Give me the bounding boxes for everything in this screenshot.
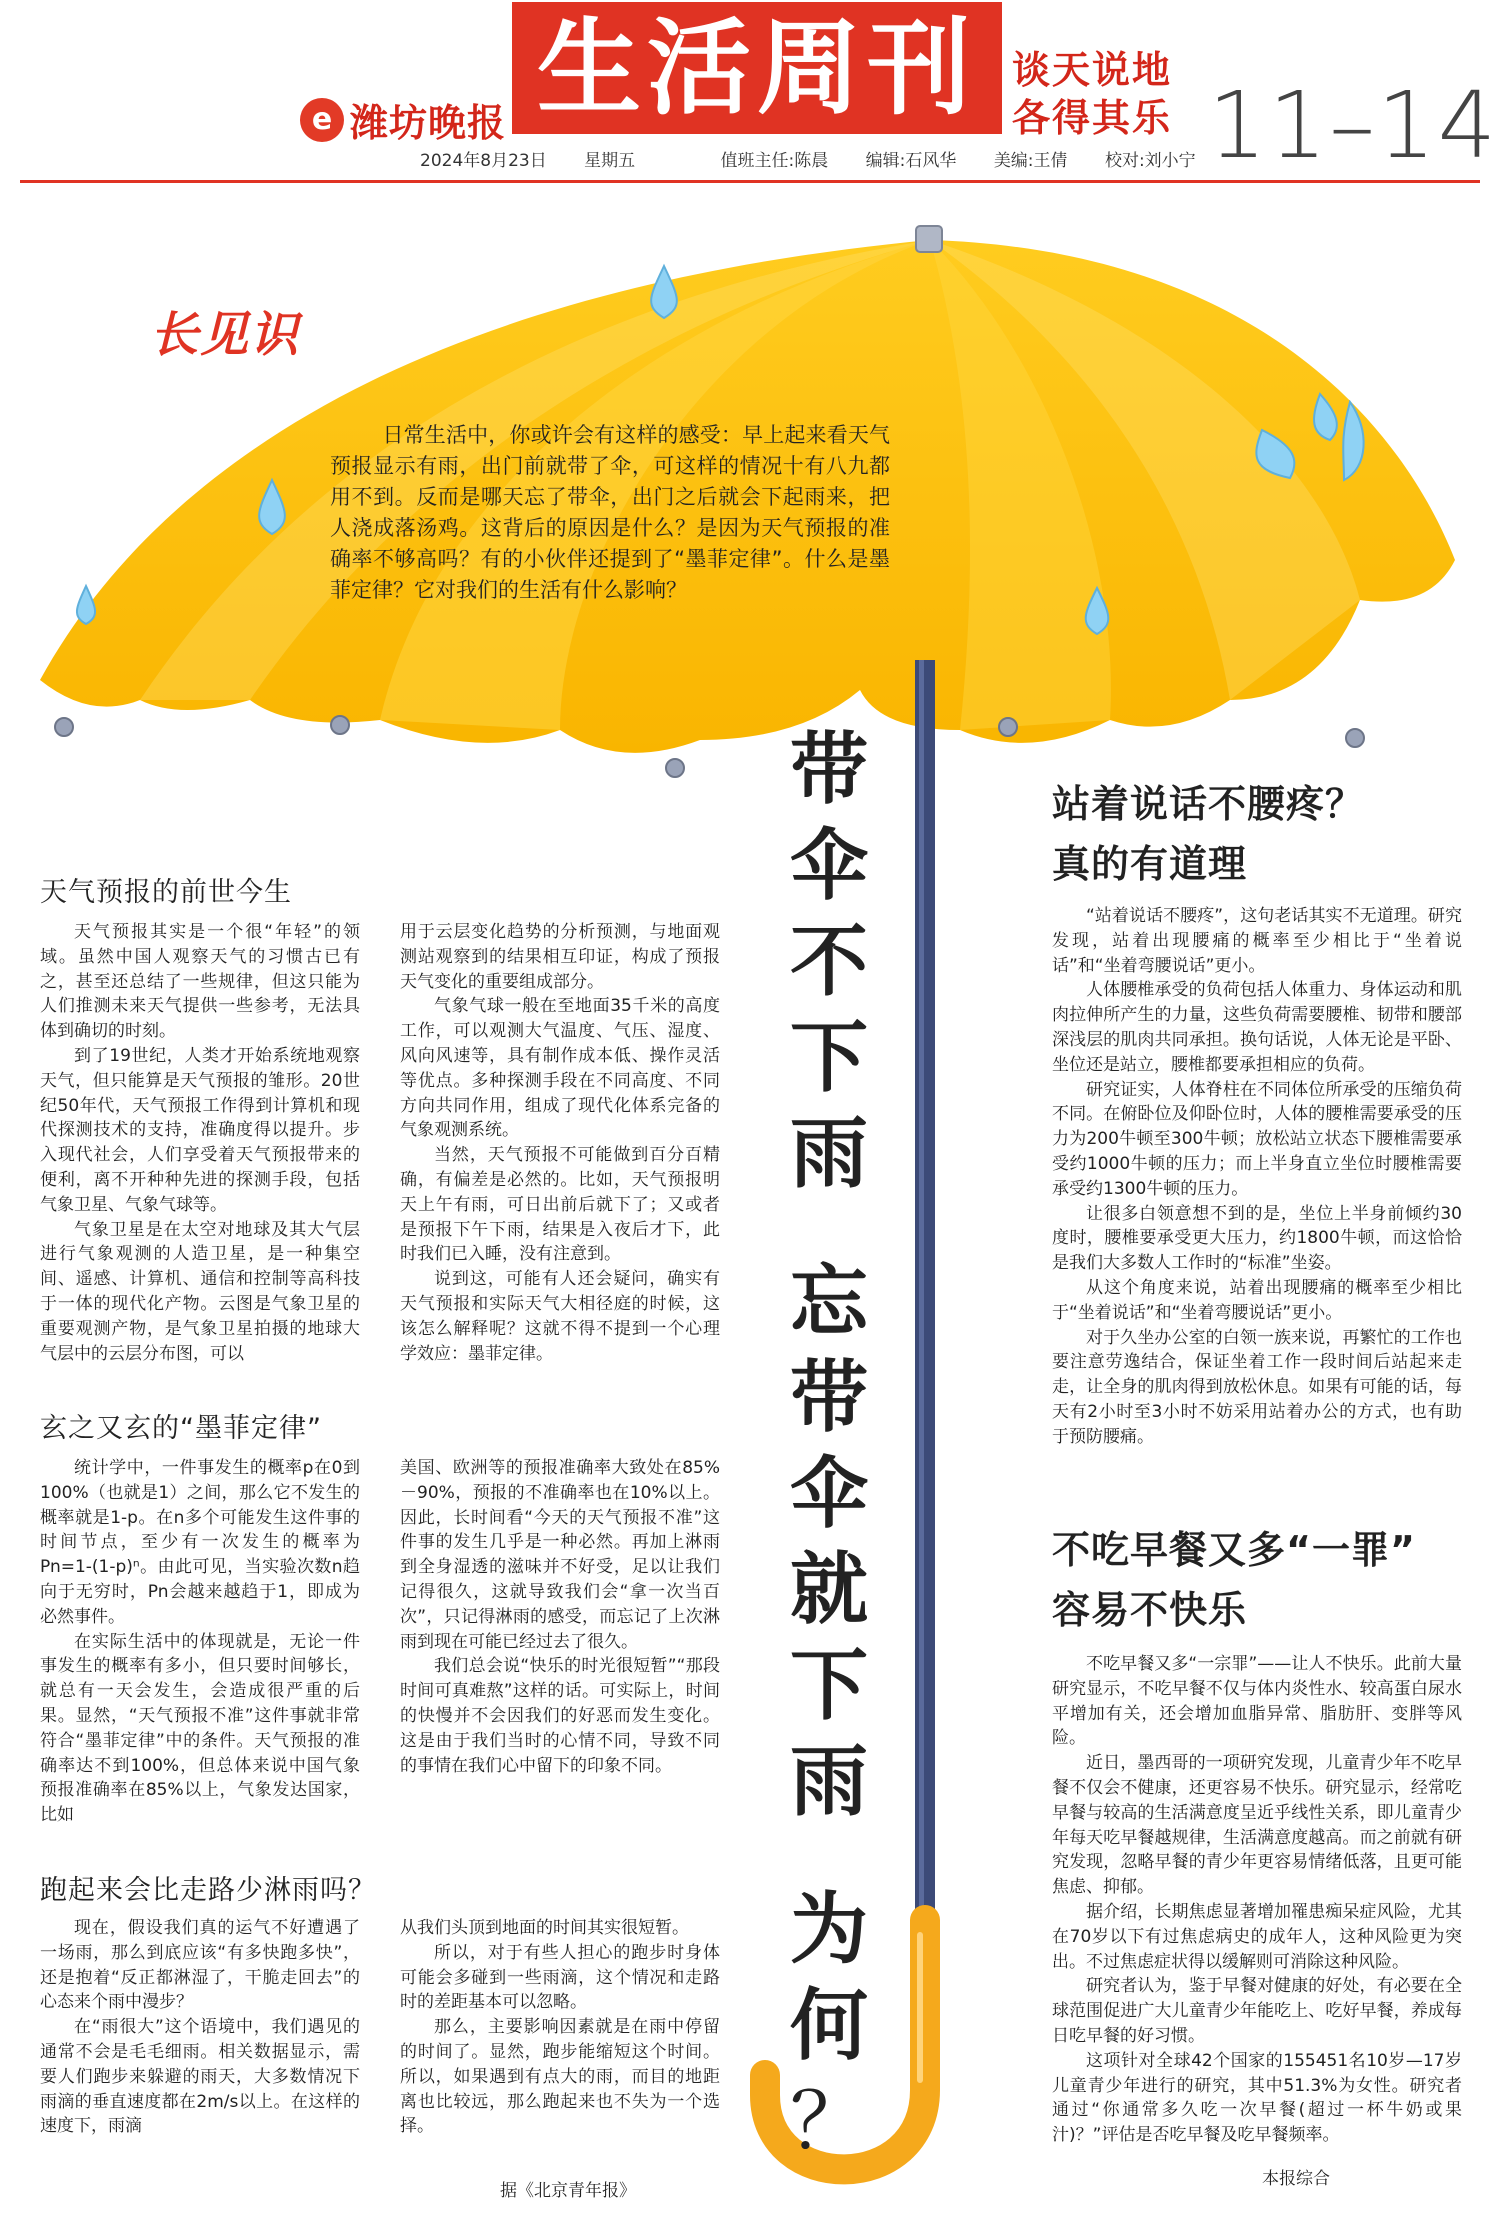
paragraph: 那么，主要影响因素就是在雨中停留的时间了。显然，跑步能缩短这个时间。所以，如果遇到有点大的雨，而目的地距离也比较远，那么跑起来也不失为一个选择。 bbox=[400, 2017, 720, 2137]
section-title-running-in-rain: 跑起来会比走路少淋雨吗？ bbox=[40, 1875, 376, 1906]
slogan-line-2: 各得其乐 bbox=[1012, 95, 1173, 140]
headline-question-mark: ？ bbox=[789, 2077, 868, 2167]
paragraph: 到了19世纪，人类才开始系统地观察天气，但只能算是天气预报的雏形。20世纪50年代，天气预报工作得到计算机和现代探测技术的支持，准确度得以提升。步入现代社会，人们享受着天气预报带来的便利，离不开种种先进的探测手段，包括气象卫星、气象气球等。 bbox=[40, 1045, 360, 1215]
paragraph: 据介绍，长期焦虑显著增加罹患痴呆症风险，尤其在70岁以下有过焦虑病史的成年人，这种风险更为突出。不过焦虑症状得以缓解则可消除这种风险。 bbox=[1052, 1901, 1462, 1972]
rib-tip bbox=[666, 759, 684, 777]
paragraph: 研究证实，人体脊柱在不同体位所承受的压缩负荷不同。在俯卧位及仰卧位时，人体的腰椎需要承受的压力为200牛顿至300牛顿；放松站立状态下腰椎需要承受约1000牛顿的压力；而上半身直立坐位时腰椎需要承受约1300牛顿的压力。 bbox=[1052, 1079, 1462, 1199]
headline-part-3: 为何 bbox=[789, 1885, 868, 2071]
article-column bbox=[40, 1456, 360, 1828]
editor: 编辑:石风华 bbox=[865, 151, 957, 171]
article-column bbox=[400, 920, 720, 1366]
logo-mark-icon: e bbox=[300, 98, 344, 142]
issue-date: 2024年8月23日 bbox=[420, 151, 547, 171]
newspaper-name: 潍坊晚报 bbox=[350, 100, 507, 145]
section-title-forecast-history: 天气预报的前世今生 bbox=[40, 877, 292, 908]
article-body-standing-talk bbox=[1052, 904, 1462, 1450]
article-column bbox=[400, 1916, 720, 2139]
proofreader: 校对:刘小宁 bbox=[1104, 151, 1196, 171]
section-title-murphys-law: 玄之又玄的“墨菲定律” bbox=[40, 1413, 322, 1444]
duty-editor: 值班主任:陈晨 bbox=[720, 151, 829, 171]
article-column bbox=[40, 920, 360, 1366]
umbrella-shaft bbox=[915, 660, 935, 1930]
slogan-line-1: 谈天说地 bbox=[1012, 47, 1173, 92]
paragraph: 让很多白领意想不到的是，坐位上半身前倾约30度时，腰椎要承受更大压力，约1800牛顿，而这恰恰是我们大多数人工作时的“标准”坐姿。 bbox=[1052, 1203, 1462, 1274]
paragraph: 在“雨很大”这个语境中，我们遇见的通常不会是毛毛细雨。相关数据显示，需要人们跑步来躲避的雨天，大多数情况下雨滴的垂直速度都在2m/s以上。在这样的速度下，雨滴 bbox=[40, 2017, 360, 2137]
paragraph: 从这个角度来说，站着出现腰痛的概率至少相比于“坐着说话”和“坐着弯腰说话”更小。 bbox=[1052, 1277, 1462, 1323]
paragraph: 我们总会说“快乐的时光很短暂”“那段时间可真难熬”这样的话。可实际上，时间的快慢并不会因我们的好恶而发生变化。这是由于我们当时的心情不同，导致不同的事情在我们心中留下的印象不同。 bbox=[400, 1656, 720, 1776]
paragraph: 统计学中，一件事发生的概率p在0到100%（也就是1）之间，那么它不发生的概率就是1-p。在n多个可能发生这件事的时间节点，至少有一次发生的概率为Pn=1-(1-p)ⁿ。由此可见，当实验次数n趋向于无穷时，Pn会越来越趋于1，即成为必然事件。 bbox=[40, 1458, 360, 1627]
paragraph: 不吃早餐又多“一宗罪”——让人不快乐。此前大量研究显示，不吃早餐不仅与体内炎性水、较高蛋白尿水平增加有关，还会增加血脂异常、脂肪肝、变胖等风险。 bbox=[1052, 1654, 1462, 1749]
paragraph: 当然，天气预报不可能做到百分百精确，有偏差是必然的。比如，天气预报明天上午有雨，可日出前后就下了；又或者是预报下午下雨，结果是入夜后才下，此时我们已入睡，没有注意到。 bbox=[400, 1145, 720, 1265]
designer: 美编:王倩 bbox=[993, 151, 1068, 171]
page-range: 11–14 bbox=[1208, 72, 1499, 179]
newspaper-logo bbox=[300, 92, 506, 147]
paragraph: 近日，墨西哥的一项研究发现，儿童青少年不吃早餐不仅会不健康，还更容易不快乐。研究显示，经常吃早餐与较高的生活满意度呈近乎线性关系，即儿童青少年每天吃早餐越规律，生活满意度越高。而之前就有研究发现，忽略早餐的青少年更容易情绪低落，且更可能焦虑、抑郁。 bbox=[1052, 1753, 1462, 1898]
article-title-standing-talk bbox=[1052, 774, 1364, 894]
column-tag: 长见识 bbox=[150, 307, 301, 363]
article-source: 本报综合 bbox=[1262, 2169, 1330, 2189]
article-body-breakfast bbox=[1052, 1652, 1462, 2148]
intro-paragraph bbox=[330, 420, 890, 606]
paragraph: 研究者认为，鉴于早餐对健康的好处，有必要在全球范围促进广大儿童青少年能吃上、吃好早餐，养成每日吃早餐的好习惯。 bbox=[1052, 1976, 1462, 2046]
paragraph: 对于久坐办公室的白领一族来说，再繁忙的工作也要注意劳逸结合，保证坐着工作一段时间后站起来走走，让全身的肌肉得到放松休息。如果有可能的话，每天有2小时至3小时不妨采用站着办公的方式，也有助于预防腰痛。 bbox=[1052, 1327, 1462, 1447]
headline-part-1: 带伞不下雨 bbox=[789, 725, 868, 1199]
headline-part-2: 忘带伞就下雨 bbox=[789, 1257, 868, 1827]
paragraph: 从我们头顶到地面的时间其实很短暂。 bbox=[400, 1918, 689, 1938]
rib-tip bbox=[55, 718, 73, 736]
article-column bbox=[40, 1916, 360, 2139]
slogan bbox=[1012, 46, 1172, 142]
paragraph: 现在，假设我们真的运气不好遭遇了一场雨，那么到底应该“有多快跑多快”，还是抱着“反正都淋湿了，干脆走回去”的心态来个雨中漫步？ bbox=[40, 1918, 360, 2013]
paragraph: 用于云层变化趋势的分析预测，与地面观测站观察到的结果相互印证，构成了预报天气变化的重要组成部分。 bbox=[400, 922, 720, 992]
rib-tip bbox=[1346, 729, 1364, 747]
umbrella-cap bbox=[916, 226, 942, 252]
main-headline bbox=[775, 722, 883, 2170]
issue-info bbox=[420, 146, 1228, 171]
title-line-1: 不吃早餐又多“一罪” bbox=[1052, 1528, 1416, 1572]
paragraph: “站着说话不腰疼”，这句老话其实不无道理。研究发现，站着出现腰痛的概率至少相比于“坐着说话”和“坐着弯腰说话”更小。 bbox=[1052, 906, 1462, 976]
supplement-title: 生活周刊 bbox=[512, 2, 1002, 134]
paragraph: 这项针对全球42个国家的155451名10岁—17岁儿童青少年进行的研究，其中51.3%为女性。研究者通过“你通常多久吃一次早餐(超过一杯牛奶或果汁)？”评估是否吃早餐及吃早餐频率。 bbox=[1052, 2050, 1462, 2146]
masthead-rule bbox=[20, 180, 1480, 183]
title-line-1: 站着说话不腰疼？ bbox=[1052, 782, 1365, 826]
article-title-breakfast bbox=[1052, 1520, 1416, 1640]
paragraph: 所以，对于有些人担心的跑步时身体可能会多碰到一些雨滴，这个情况和走路时的差距基本可以忽略。 bbox=[400, 1942, 720, 2013]
title-line-2: 真的有道理 bbox=[1052, 842, 1248, 886]
raindrop-icon bbox=[651, 266, 677, 318]
paragraph: 美国、欧洲等的预报准确率大致处在85%－90%，预报的不准确率也在10%以上。因此，长时间看“今天的天气预报不准”这件事的发生几乎是一种必然。再加上淋雨到全身湿透的滋味并不好受，足以让我们记得很久，这就导致我们会“拿一次当百次”，只记得淋雨的感受，而忘记了上次淋雨到现在可能已经过去了很久。 bbox=[400, 1458, 720, 1652]
article-column bbox=[400, 1456, 720, 1778]
rib-tip bbox=[331, 716, 349, 734]
paragraph: 气象气球一般在至地面35千米的高度工作，可以观测大气温度、气压、湿度、风向风速等，具有制作成本低、操作灵活等优点。多种探测手段在不同高度、不同方向共同作用，组成了现代化体系完备的气象观测系统。 bbox=[400, 996, 720, 1141]
title-line-2: 容易不快乐 bbox=[1052, 1588, 1248, 1632]
article-source: 据《北京青年报》 bbox=[500, 2181, 636, 2201]
intro-text: 日常生活中，你或许会有这样的感受：早上起来看天气预报显示有雨，出门前就带了伞，可这样的情况十有八九都用不到。反而是哪天忘了带伞，出门之后就会下起雨来，把人浇成落汤鸡。这背后的原因是什么？是因为天气预报的准确率不够高吗？有的小伙伴还提到了“墨菲定律”。什么是墨菲定律？它对我们的生活有什么影响？ bbox=[330, 423, 890, 602]
umbrella-shaft-highlight bbox=[919, 660, 924, 1930]
rib-tip bbox=[999, 718, 1017, 736]
paragraph: 说到这，可能有人还会疑问，确实有天气预报和实际天气大相径庭的时候，这该怎么解释呢？这就不得不提到一个心理学效应：墨菲定律。 bbox=[400, 1269, 720, 1364]
paragraph: 人体腰椎承受的负荷包括人体重力、身体运动和肌肉拉伸所产生的力量，这些负荷需要腰椎、韧带和腰部深浅层的肌肉共同承担。换句话说，人体无论是平卧、坐位还是站立，腰椎都要承担相应的负荷。 bbox=[1052, 980, 1462, 1075]
paragraph: 气象卫星是在太空对地球及其大气层进行气象观测的人造卫星，是一种集空间、遥感、计算机、通信和控制等高科技于一体的现代化产物。云图是气象卫星的重要观测产物，是气象卫星拍摄的地球大气层中的云层分布图，可以 bbox=[40, 1219, 360, 1364]
paragraph: 天气预报其实是一个很“年轻”的领域。虽然中国人观察天气的习惯古已有之，甚至还总结了一些规律，但这只能为人们推测未来天气提供一些参考，无法具体到确切的时刻。 bbox=[40, 922, 360, 1042]
raindrop-icon bbox=[77, 586, 95, 624]
paragraph: 在实际生活中的体现就是，无论一件事发生的概率有多小，但只要时间够长，就总有一天会发生，会造成很严重的后果。显然，“天气预报不准”这件事就非常符合“墨菲定律”中的条件。天气预报的准确率达不到100%，但总体来说中国气象预报准确率在85%以上，气象发达国家，比如 bbox=[40, 1631, 360, 1826]
issue-weekday: 星期五 bbox=[584, 151, 636, 171]
